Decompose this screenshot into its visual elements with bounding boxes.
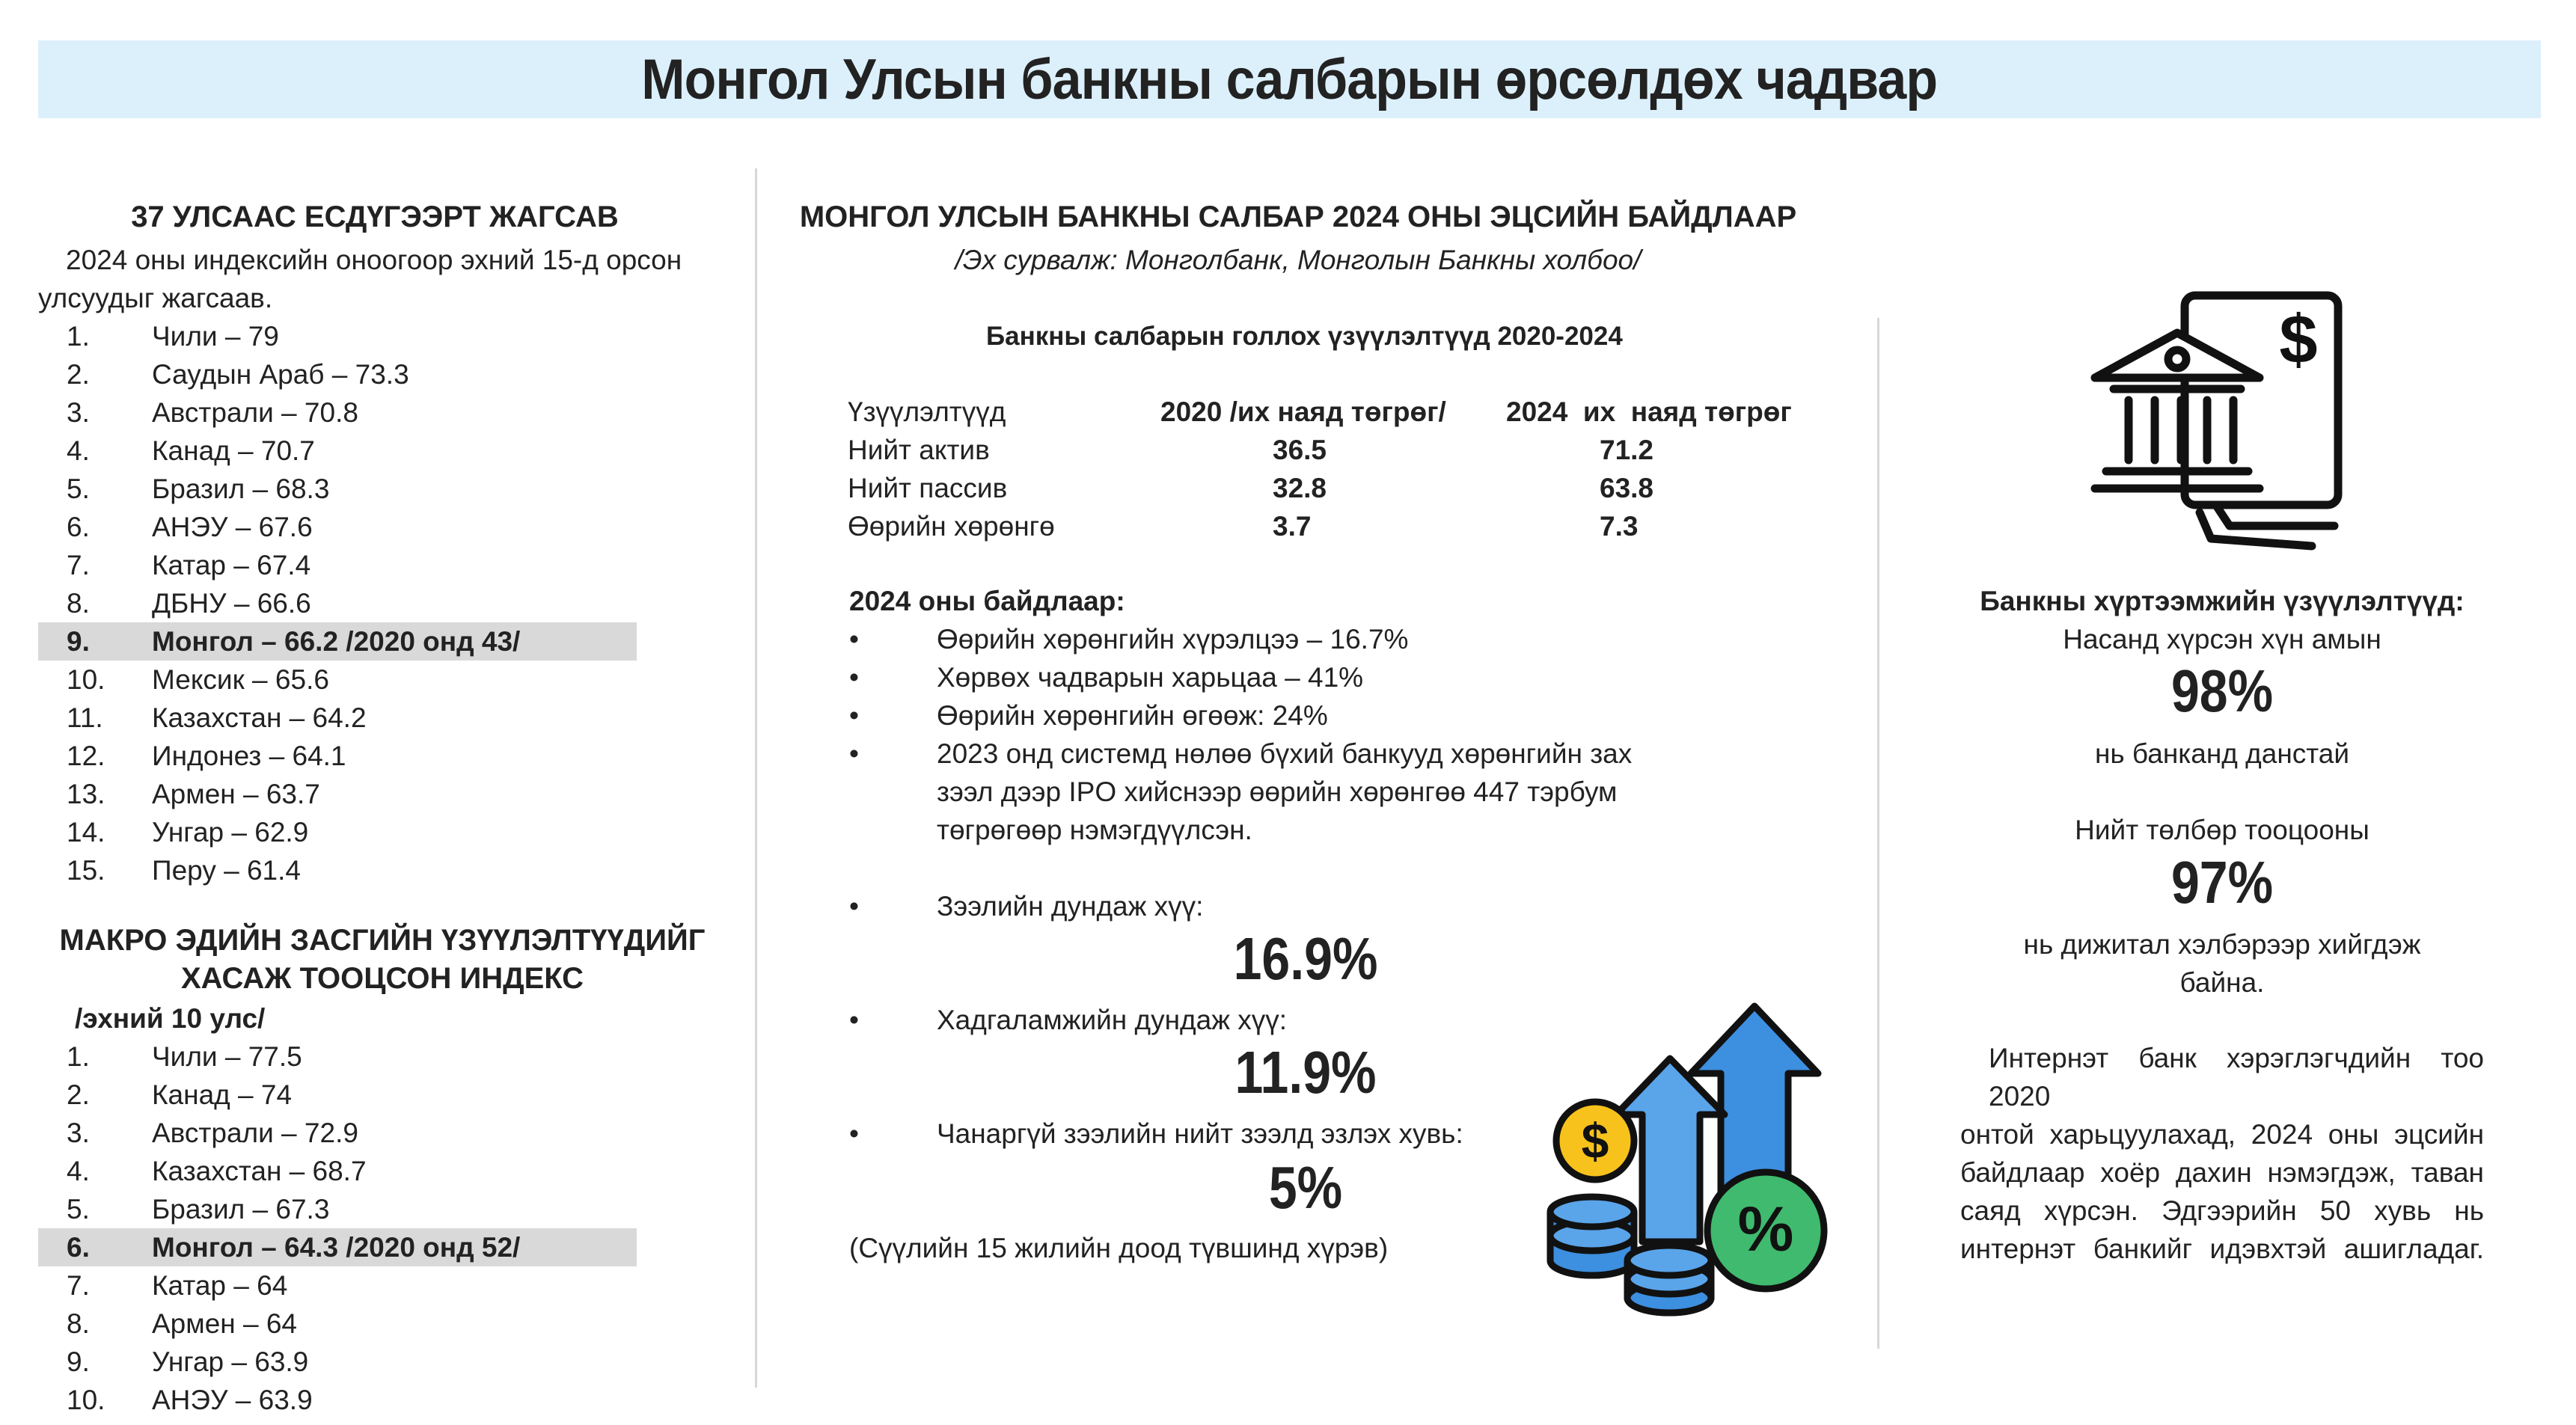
- list-item: 6. АНЭУ – 67.6: [67, 512, 313, 542]
- left-divider: [755, 168, 757, 1388]
- payments-value: 97%: [2170, 849, 2274, 916]
- section1-desc-line1: 2024 оны индексийн оноогоор эхний 15-д орсон: [66, 245, 682, 275]
- middle-title: МОНГОЛ УЛСЫН БАНКНЫ САЛБАР 2024 ОНЫ ЭЦСИЙН БАЙДЛААР: [799, 200, 1797, 233]
- list-item: 10. АНЭУ – 63.9: [67, 1385, 313, 1415]
- list-item: 15. Перу – 61.4: [67, 855, 301, 886]
- loan-rate-value: 16.9%: [1233, 925, 1378, 992]
- table-cell: 32.8: [1273, 473, 1327, 503]
- list-item: 2. Канад – 74: [67, 1079, 293, 1110]
- section2-title: [38, 922, 726, 998]
- adults-value: 98%: [2170, 658, 2274, 724]
- ranking-list-2: [38, 1038, 652, 1419]
- svg-text:%: %: [1737, 1194, 1794, 1264]
- access-heading: Банкны хүртээмжийн үзүүлэлтүүд:: [1980, 586, 2465, 616]
- section1-desc-line2: улсуудыг жагсаав.: [38, 283, 273, 313]
- internet-line: байдлаар хоёр дахин нэмэгдэж, таван: [1960, 1157, 2484, 1188]
- section2-title-line1: МАКРО ЭДИЙН ЗАСГИЙН ҮЗҮҮЛЭЛТҮҮДИЙГ: [59, 924, 706, 957]
- table-cell: 7.3: [1600, 511, 1639, 542]
- list-item: 1. Чили – 77.5: [67, 1041, 302, 1072]
- svg-text:$: $: [2279, 301, 2318, 378]
- table-cell: Нийт актив: [848, 435, 990, 465]
- table-cell: 71.2: [1600, 435, 1654, 465]
- list-item: 3. Австрали – 72.9: [67, 1118, 358, 1148]
- table-title: Банкны салбарын голлох үзүүлэлтүүд 2020-2024: [986, 322, 1623, 351]
- adults-suffix: нь банканд данстай: [2094, 738, 2350, 769]
- npl-note: (Сүүлийн 15 жилийн доод түвшинд хүрэв): [849, 1233, 1389, 1263]
- right-divider: [1877, 318, 1879, 1349]
- table-header-cell: Үзүүлэлтүүд: [848, 396, 1006, 427]
- adults-label: Насанд хүрсэн хүн амын: [2063, 624, 2381, 655]
- section1-title: 37 УЛСААС ЕСДҮГЭЭРТ ЖАГСАВ: [131, 200, 619, 233]
- table-header-row: [848, 393, 1820, 431]
- ranking-list-1: [38, 317, 652, 889]
- ipo-line-2: зээл дээр IPO хийснээр өөрийн хөрөнгөө 447 тэрбум: [937, 776, 1618, 807]
- payments-suffix-line2: байна.: [2179, 967, 2265, 998]
- list-item: 2. Саудын Араб – 73.3: [67, 359, 409, 390]
- ipo-line-3: төгрөгөөр нэмэгдүүлсэн.: [937, 815, 1252, 845]
- payments-suffix-line1: нь дижитал хэлбэрээр хийгдэж: [2023, 929, 2421, 960]
- list-item: 5. Бразил – 68.3: [67, 474, 330, 504]
- table-cell: 63.8: [1600, 473, 1654, 503]
- page-title: Монгол Улсын банкны салбарын өрсөлдөх чадвар: [641, 47, 1938, 111]
- indicators-table: [848, 393, 1820, 545]
- npl-value: 5%: [1268, 1154, 1343, 1221]
- title-banner: [38, 40, 2541, 118]
- list-item: 4. Канад – 70.7: [67, 435, 315, 466]
- table-cell: Өөрийн хөрөнгө: [848, 511, 1055, 542]
- list-item: 7. Катар – 67.4: [67, 550, 311, 580]
- list-item: 8. ДБНУ – 66.6: [67, 588, 311, 619]
- list-item: 10. Мексик – 65.6: [67, 664, 329, 695]
- table-header-cell: 2020 /их наяд төгрөг/: [1160, 396, 1446, 427]
- internet-line: Интернэт банк хэрэглэгчдийн тоо 2020: [1989, 1043, 2484, 1112]
- table-cell: 3.7: [1273, 511, 1312, 542]
- payments-label: Нийт төлбөр тооцооны: [2075, 815, 2370, 845]
- section2-title-line2: ХАСАЖ ТООЦСОН ИНДЕКС: [180, 962, 584, 995]
- table-row: [848, 469, 1820, 507]
- table-cell: Нийт пассив: [848, 473, 1008, 503]
- section2-subtitle: /эхний 10 улс/: [75, 1003, 266, 1034]
- list-item: 11. Казахстан – 64.2: [67, 702, 367, 733]
- list-item: 1. Чили – 79: [67, 321, 279, 352]
- source-note: /Эх сурвалж: Монголбанк, Монголын Банкны холбоо/: [955, 245, 1642, 275]
- list-item: 13. Армен – 63.7: [67, 779, 320, 809]
- list-item: 5. Бразил – 67.3: [67, 1194, 330, 1225]
- internet-banking-text: [1960, 1039, 2484, 1268]
- list-item-mongolia-highlight: 6. Монгол – 64.3 /2020 онд 52/: [38, 1228, 637, 1266]
- table-row: [848, 507, 1820, 545]
- deposit-rate-value: 11.9%: [1235, 1039, 1377, 1106]
- list-item: 7. Катар – 64: [67, 1270, 288, 1301]
- list-item-mongolia-highlight: 9. Монгол – 66.2 /2020 онд 43/: [38, 622, 637, 661]
- table-row: [848, 431, 1820, 469]
- financial-growth-icon: [1541, 995, 1841, 1317]
- list-item: 14. Унгар – 62.9: [67, 817, 309, 848]
- internet-line: интернэт банкийг идэвхтэй ашигладаг.: [1960, 1234, 2484, 1264]
- list-item: 12. Индонез – 64.1: [67, 741, 346, 771]
- table-header-cell: 2024 их наяд төгрөг: [1506, 396, 1792, 427]
- list-item: 3. Австрали – 70.8: [67, 397, 358, 428]
- list-item: 4. Казахстан – 68.7: [67, 1156, 367, 1186]
- list-item: 9. Унгар – 63.9: [67, 1346, 309, 1377]
- list-item: 8. Армен – 64: [67, 1308, 297, 1339]
- svg-text:$: $: [1581, 1113, 1609, 1168]
- bank-document-icon: [2087, 288, 2349, 557]
- status-title: 2024 оны байдлаар:: [849, 586, 1125, 616]
- internet-line: онтой харьцуулахад, 2024 оны эцсийн: [1960, 1119, 2484, 1150]
- table-cell: 36.5: [1273, 435, 1327, 465]
- internet-line: саяд хүрсэн. Эдгээрийн 50 хувь нь: [1960, 1195, 2484, 1226]
